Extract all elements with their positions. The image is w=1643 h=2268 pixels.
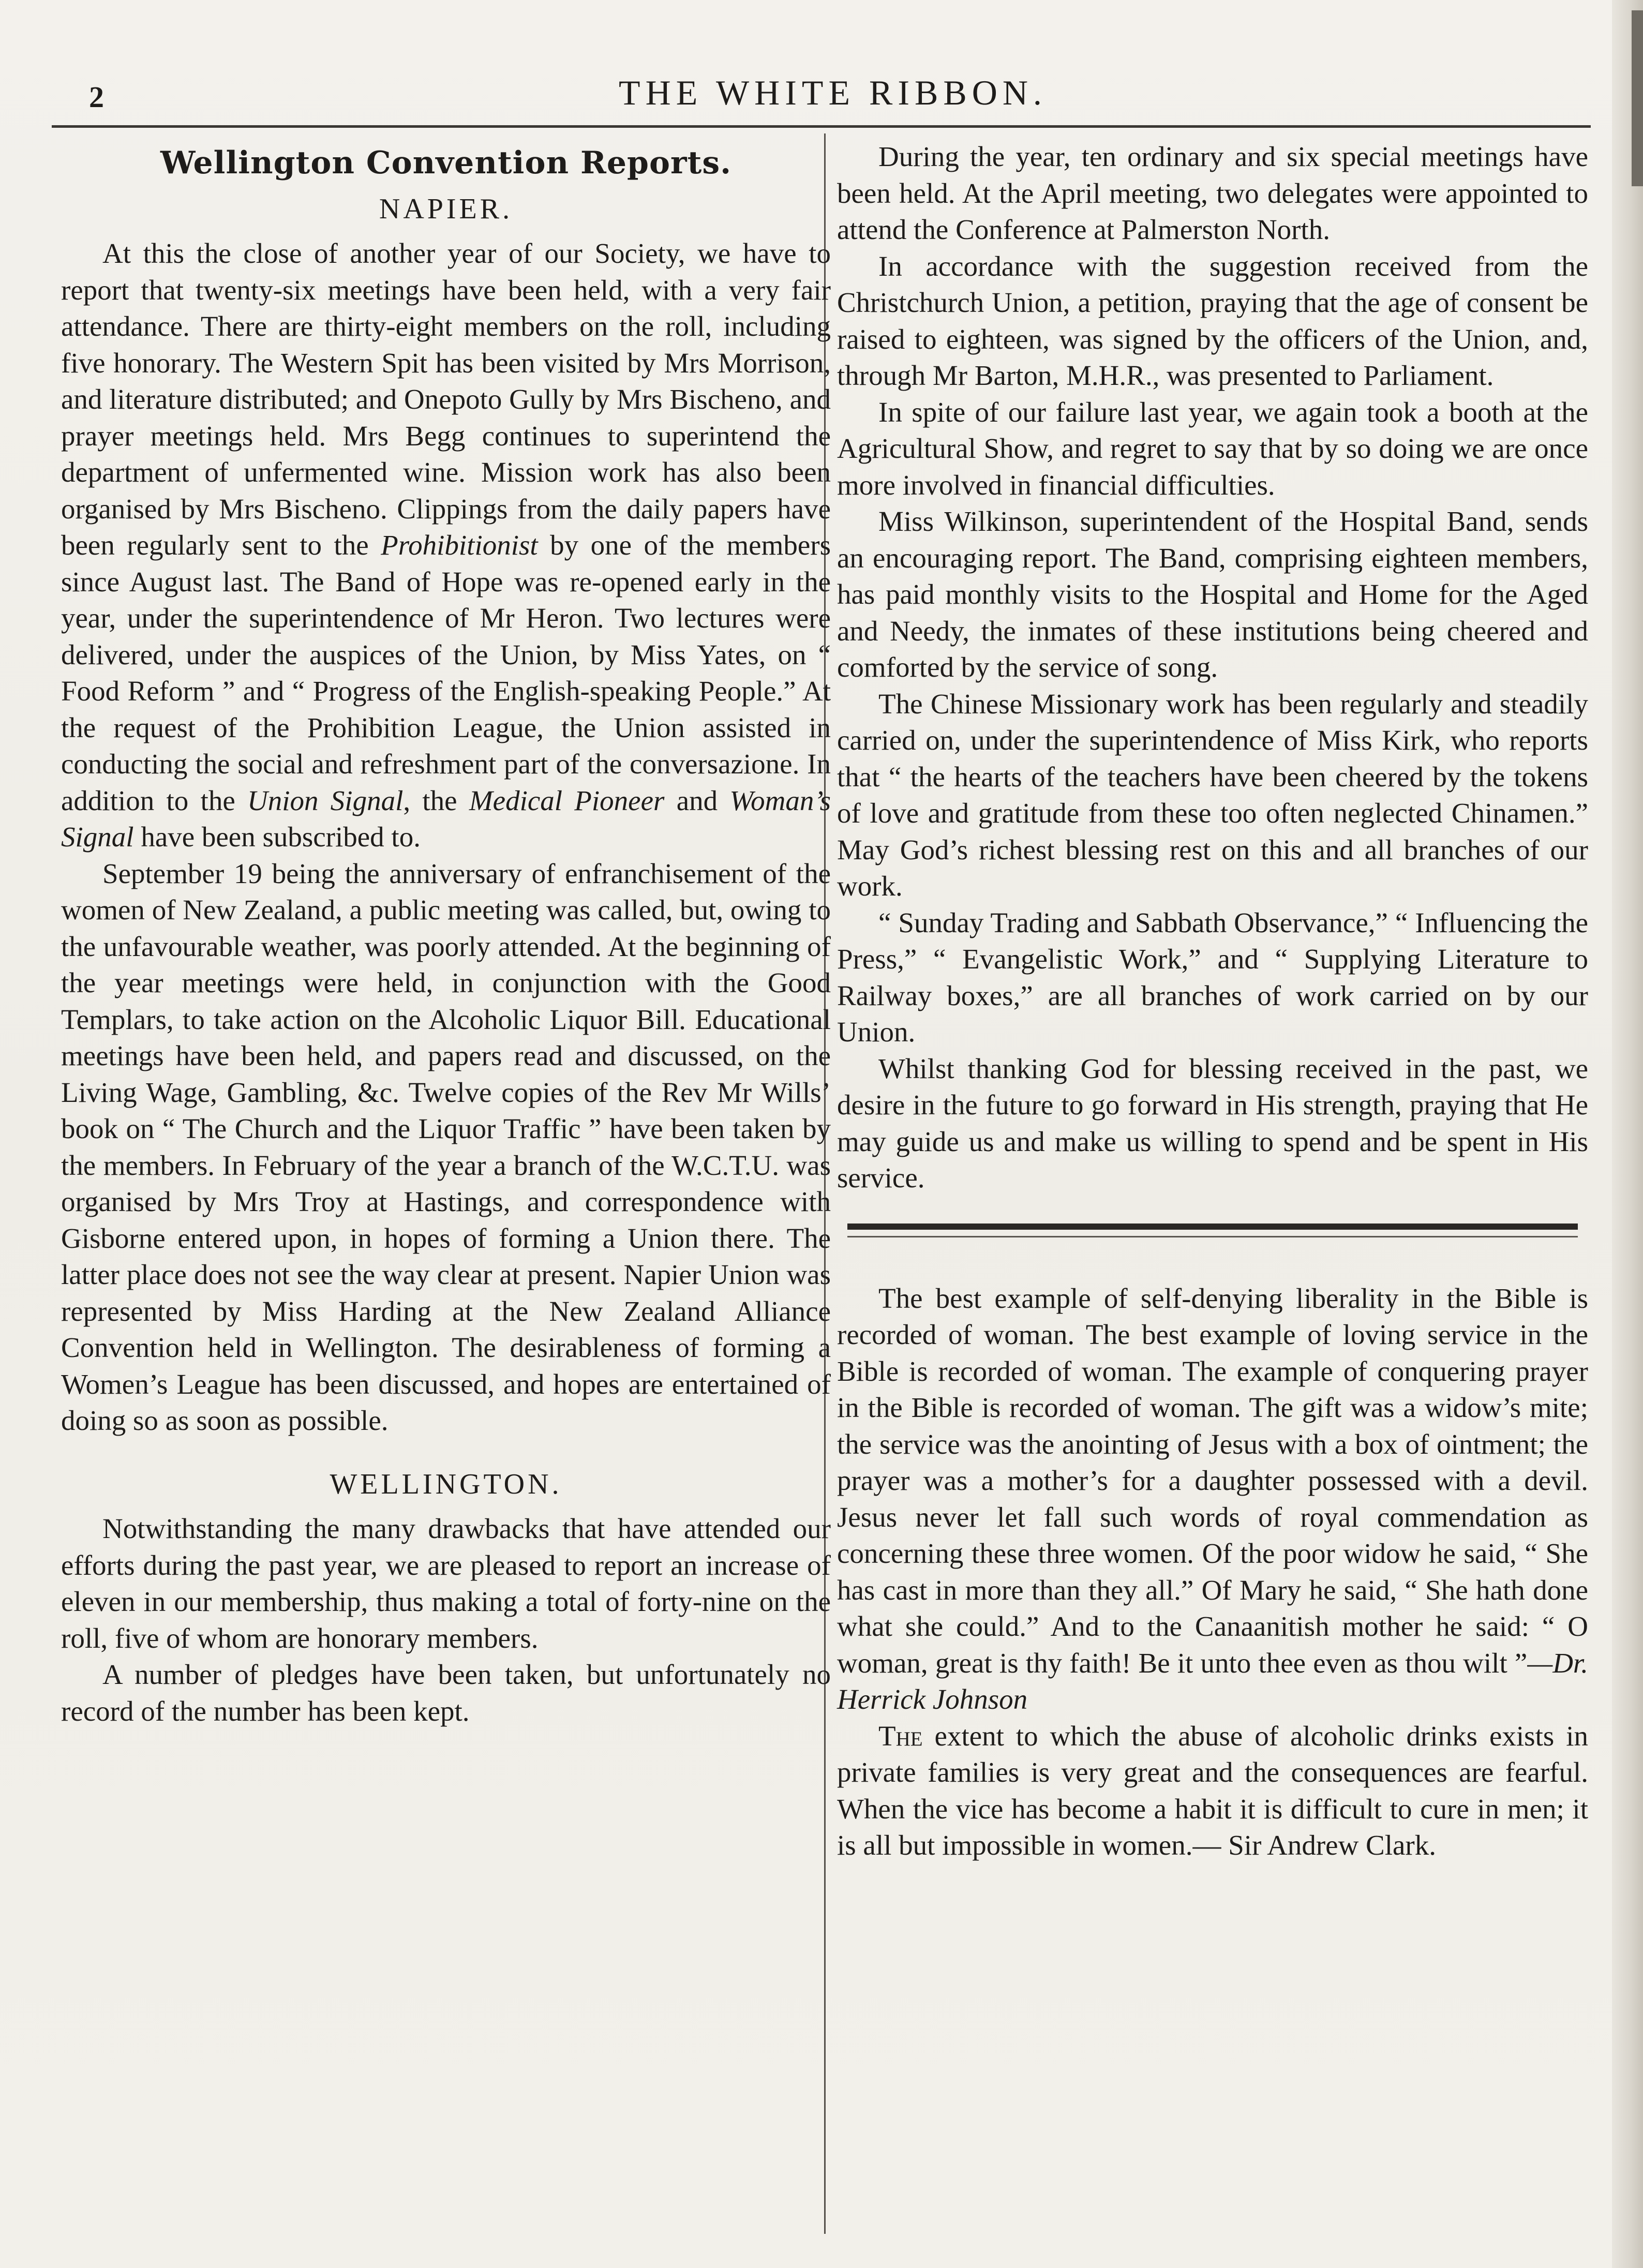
left-column: [61, 139, 831, 1729]
publication-title: Woman’s Signal: [61, 784, 831, 853]
wellington-paragraph-6: Miss Wilkinson, superintendent of the Hospital Band, sends an encouraging report. The Band, comprising eighteen members, has paid monthly visits to the Hospital and Home for the Aged and Needy, the inmates of these institutions being cheered and comforted by the service of song.: [837, 505, 1588, 683]
publication-title: Union Signal: [247, 784, 404, 816]
wellington-paragraph-4: In accordance with the suggestion received from the Christchurch Union, a petition, praying that the age of consent be raised to eighteen, was signed by the officers of the Union, and, through Mr Barton, M.H.R., was presented to Parliament.: [837, 250, 1588, 391]
page-edge-shadow: [1632, 10, 1643, 186]
napier-paragraph-1: [61, 235, 831, 856]
wellington-paragraph-8: “ Sunday Trading and Sabbath Observance,” “ Influencing the Press,” “ Evangelistic Work,” and “ Supplying Literature to Railway boxes,” are all branches of work carried on by our Union.: [837, 906, 1588, 1048]
publication-title: Medical Pioneer: [469, 784, 665, 816]
text-run: At this the close of another year of our Society, we have to report that twenty-six meetings have been held, with a very fair attendance. There are thirty-eight members on the roll, including five honorary. The Western Spit has been visited by Mrs Morrison, and literature distributed; and Onepoto Gully by Mrs Bischeno, and prayer meetings held. Mrs Begg continues to superintend the department of unfermented wine. Mission work has also been organised by Mrs Bischeno. Clippings from the daily papers have been regularly sent to the: [61, 237, 831, 561]
page-number: 2: [89, 80, 104, 114]
text-run: extent to which the abuse of alcoholic drinks exists in private families is very great and the consequences are fearful. When the vice has become a habit it is difficult to cure in men; it is all but impossible in women.— Sir Andrew Clark.: [837, 1720, 1588, 1861]
wellington-paragraph-3: During the year, ten ordinary and six special meetings have been held. At the April meeting, two delegates were appointed to attend the Conference at Palmerston North.: [837, 141, 1588, 245]
divider-thick-rule: [847, 1223, 1578, 1230]
section-divider: [837, 1210, 1588, 1272]
text-run: The best example of self-denying liberality in the Bible is recorded of woman. The best example of loving service in the Bible is recorded of woman. The example of conquering prayer in the Bible is recorded of woman. The gift was a widow’s mite; the service was the anointing of Jesus with a box of ointment; the prayer was a mother’s for a daughter possessed with a devil. Jesus never let fall such words of royal commendation as concerning these three women. Of the poor widow he said, “ She has cast in more than they all.” Of Mary he said, “ She hath done what she could.” And to the Canaanitish mother he said: “ O woman, great is thy faith! Be it unto thee even as thou wilt ”: [837, 1282, 1588, 1679]
wellington-paragraph-5: In spite of our failure last year, we again took a booth at the Agricultural Show, and regret to say that by so doing we are once more involved in financial difficulties.: [837, 396, 1588, 501]
wellington-paragraph-7: The Chinese Missionary work has been regularly and steadily carried on, under the superintendence of Miss Kirk, who reports that “ the hearts of the teachers have been cheered by the tokens of love and gratitude from these too often neglected Chinamen.” May God’s richest blessing rest on this and all branches of our work.: [837, 688, 1588, 902]
wellington-heading: WELLINGTON.: [330, 1468, 562, 1500]
napier-heading: NAPIER.: [379, 192, 513, 225]
page-edge: [1612, 0, 1643, 2268]
lead-word: The: [878, 1720, 923, 1752]
article-title: Wellington Convention Reports.: [160, 145, 731, 181]
text-run: and: [664, 784, 730, 816]
publication-title: Prohibitionist: [381, 529, 538, 561]
text-run: have been subscribed to.: [133, 821, 421, 853]
napier-paragraph-2: September 19 being the anniversary of enfranchisement of the women of New Zealand, a public meeting was called, but, owing to the unfavourable weather, was poorly attended. At the beginning of the year meetings were held, in conjunction with the Good Templars, to take action on the Alcoholic Liquor Bill. Educational meetings have been held, and papers read and discussed, on the Living Wage, Gambling, &c. Twelve copies of the Rev Mr Wills’ book on “ The Church and the Liquor Traffic ” have been taken by the members. In February of the year a branch of the W.C.T.U. was organised by Mrs Troy at Hastings, and correspondence with Gisborne entered upon, in hopes of forming a Union there. The latter place does not see the way clear at present. Napier Union was represented by Miss Harding at the New Zealand Alliance Convention held in Wellington. The desirableness of forming a Women’s League has been discussed, and hopes are entertained of doing so as soon as possible.: [61, 857, 831, 1436]
wellington-paragraph-1: Notwithstanding the many drawbacks that have attended our efforts during the past year, we are pleased to report an increase of eleven in our membership, thus making a total of forty-nine on the roll, five of whom are honorary members.: [61, 1513, 831, 1654]
attribution: —Dr. Herrick Johnson: [837, 1647, 1588, 1715]
right-column: [837, 139, 1588, 1864]
liberality-paragraph: [837, 1280, 1588, 1718]
divider-thin-rule: [847, 1236, 1578, 1237]
wellington-paragraph-2: A number of pledges have been taken, but unfortunately no record of the number has been kept.: [61, 1659, 831, 1727]
running-head: THE WHITE RIBBON.: [619, 73, 1047, 112]
text-run: , the: [403, 784, 469, 816]
text-run: by one of the members since August last. The Band of Hope was re-opened early in the year, under the superintendence of Mr Heron. Two lectures were delivered, under the auspices of the Union, by Miss Yates, on “ Food Reform ” and “ Progress of the English-speaking People.” At the request of the Prohibition League, the Union assisted in conducting the social and refreshment part of the conversazione. In addition to the: [61, 529, 831, 816]
header-rule: [52, 125, 1591, 128]
alcohol-paragraph: [837, 1718, 1588, 1864]
page-header: [78, 72, 1588, 119]
wellington-paragraph-9: Whilst thanking God for blessing received in the past, we desire in the future to go forward in His strength, praying that He may guide us and make us willing to spend and be spent in His service.: [837, 1052, 1588, 1193]
